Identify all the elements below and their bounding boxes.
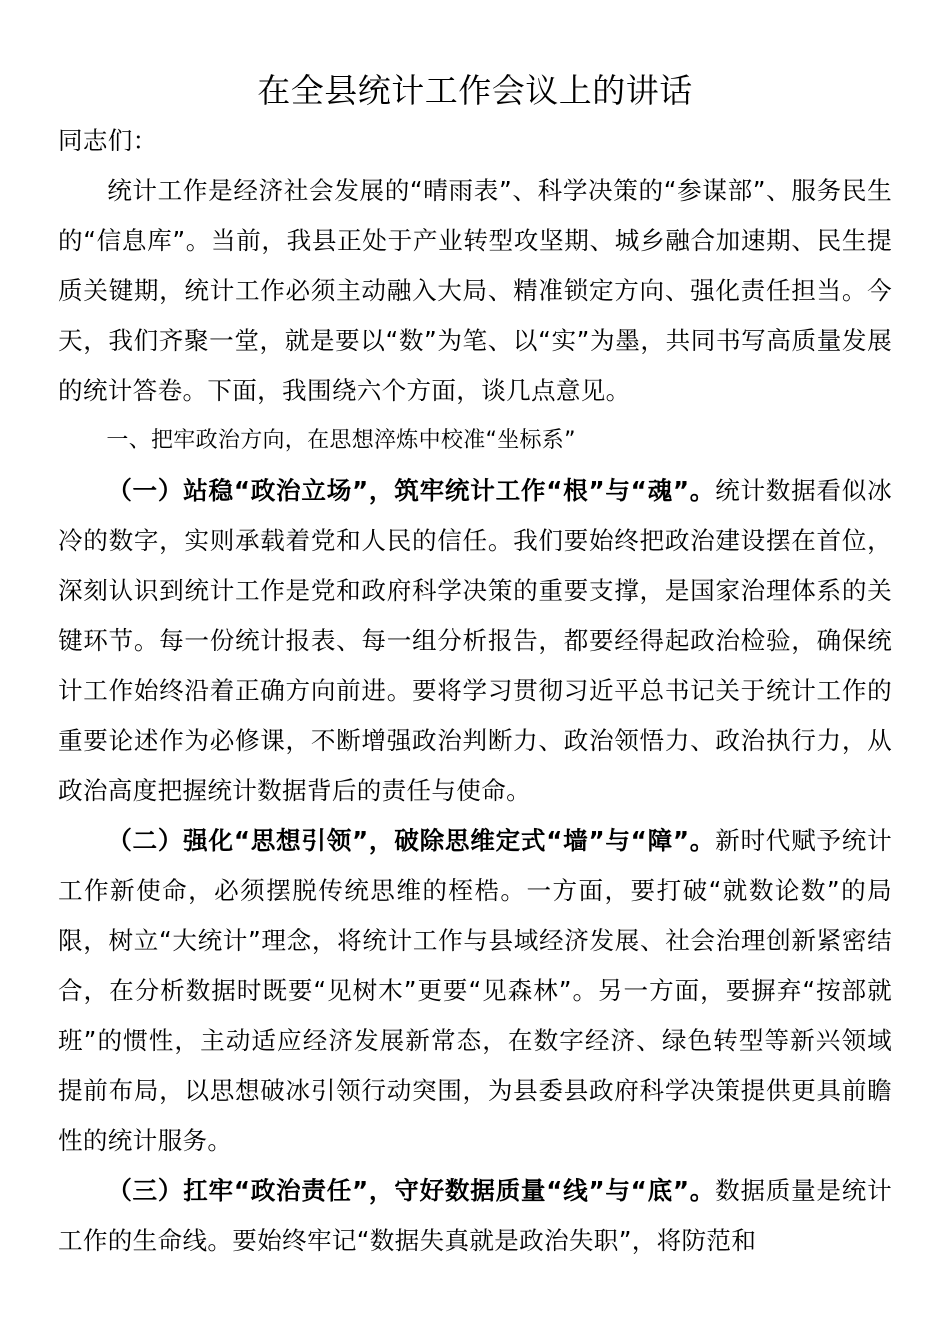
point-paragraph-2 xyxy=(58,816,892,1166)
salutation: 同志们： xyxy=(58,126,158,155)
point-heading-2: （二）强化“思想引领”，破除思维定式“墙”与“障”。 xyxy=(107,826,716,855)
point-text-3: 数据质量是统计工作的生命线。要始终牢记“数据失真就是政治失职”，将防范和 xyxy=(58,1176,892,1255)
document-title: 在全县统计工作会议上的讲话 xyxy=(257,71,693,110)
section-heading-1: 一、把牢政治方向，在思想淬炼中校准“坐标系” xyxy=(106,428,576,453)
point-text-1: 统计数据看似冰冷的数字，实则承载着党和人民的信任。我们要始终把政治建设摆在首位，深刻认识到统计工作是党和政府科学决策的重要支撑，是国家治理体系的关键环节。每一份统计报表、每一组分析报告，都要经得起政治检验，确保统计工作始终沿着正确方向前进。要将学习贯彻习近平总书记关于统计工作的重要论述作为必修课，不断增强政治判断力、政治领悟力、政治执行力，从政治高度把握统计数据背后的责任与使命。 xyxy=(58,476,892,805)
point-paragraph-3 xyxy=(58,1166,892,1266)
point-heading-3: （三）扛牢“政治责任”，守好数据质量“线”与“底”。 xyxy=(107,1176,716,1205)
document-body xyxy=(58,116,892,1266)
intro-paragraph: 统计工作是经济社会发展的“晴雨表”、科学决策的“参谋部”、服务民生的“信息库”。当前，我县正处于产业转型攻坚期、城乡融合加速期、民生提质关键期，统计工作必须主动融入大局、精准锁定方向、强化责任担当。今天，我们齐聚一堂，就是要以“数”为笔、以“实”为墨，共同书写高质量发展的统计答卷。下面，我围绕六个方面，谈几点意见。 xyxy=(58,176,892,405)
point-text-2: 新时代赋予统计工作新使命，必须摆脱传统思维的桎梏。一方面，要打破“就数论数”的局限，树立“大统计”理念，将统计工作与县域经济发展、社会治理创新紧密结合，在分析数据时既要“见树木”更要“见森林”。另一方面，要摒弃“按部就班”的惯性，主动适应经济发展新常态，在数字经济、绿色转型等新兴领域提前布局，以思想破冰引领行动突围，为县委县政府科学决策提供更具前瞻性的统计服务。 xyxy=(58,826,892,1155)
point-paragraph-1 xyxy=(58,466,892,816)
point-heading-1: （一）站稳“政治立场”，筑牢统计工作“根”与“魂”。 xyxy=(107,476,716,505)
